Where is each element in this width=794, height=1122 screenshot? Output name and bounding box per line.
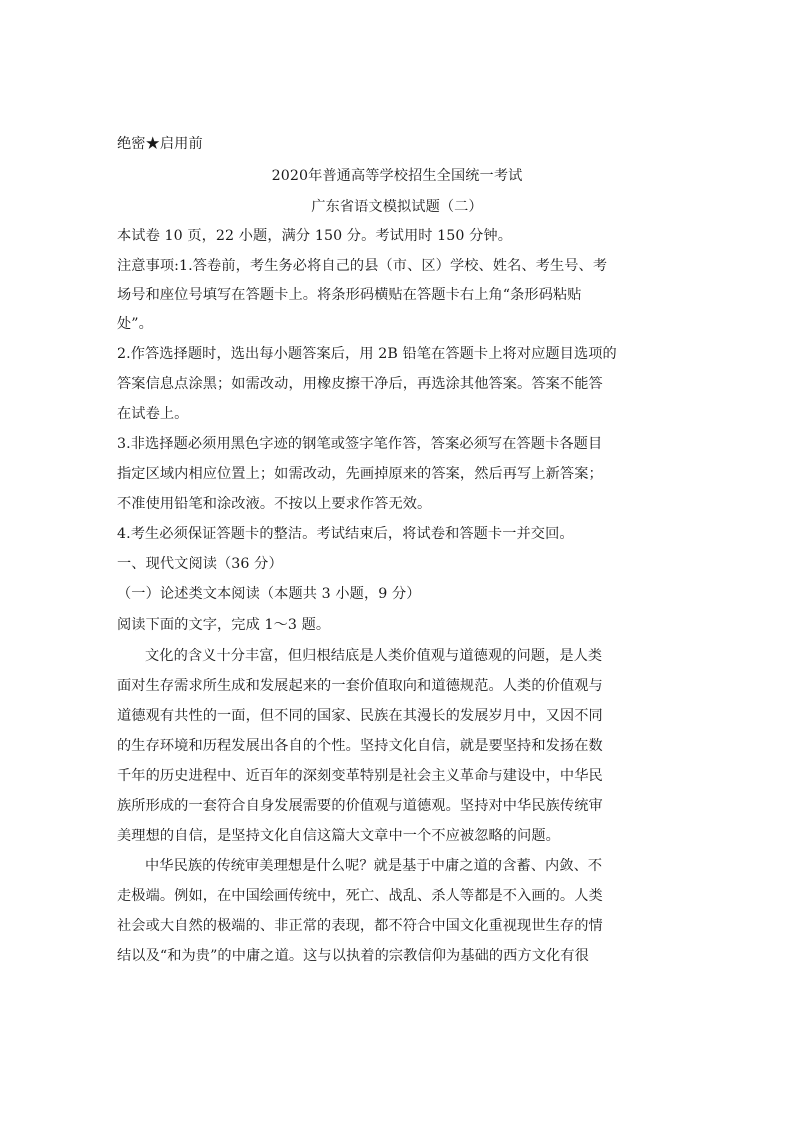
notice-line: 指定区域内相应位置上；如需改动，先画掉原来的答案，然后再写上新答案；	[117, 466, 603, 482]
passage-line: 走极端。例如，在中国绘画传统中，死亡、战乱、杀人等都是不入画的。人类	[117, 888, 603, 904]
passage-paragraph-2	[117, 851, 677, 971]
section-subtitle: （一）论述类文本阅读（本题共 3 小题，9 分）	[117, 586, 421, 602]
notice-line: 2.作答选择题时，选出每小题答案后，用 2B 铅笔在答题卡上将对应题目选项的	[117, 346, 617, 362]
exam-subtitle: 广东省语文模拟试题（二）	[311, 199, 483, 215]
notice-item-3	[117, 429, 677, 519]
notice-line: 处”。	[117, 316, 153, 332]
passage-line: 文化的含义十分丰富，但归根结底是人类价值观与道德观的问题，是人类	[145, 648, 603, 664]
passage-line: 中华民族的传统审美理想是什么呢？就是基于中庸之道的含蓄、内敛、不	[145, 858, 603, 874]
reading-instruction: 阅读下面的文字，完成 1～3 题。	[117, 617, 331, 633]
notice-line: 在试卷上。	[117, 406, 189, 422]
notice-line: 答案信息点涂黑；如需改动，用橡皮擦干净后，再选涂其他答案。答案不能答	[117, 376, 603, 392]
notice-line: 不准使用铅笔和涂改液。不按以上要求作答无效。	[117, 496, 432, 512]
passage-line: 结以及“和为贵”的中庸之道。这与以执着的宗教信仰为基础的西方文化有很	[117, 948, 589, 964]
passage-line: 社会或大自然的极端的、非正常的表现，都不符合中国文化重视现世生存的情	[117, 918, 603, 934]
passage-line: 道德观有共性的一面，但不同的国家、民族在其漫长的发展岁月中，又因不同	[117, 708, 603, 724]
passage-line: 族所形成的一套符合自身发展需要的价值观与道德观。坚持对中华民族传统审	[117, 798, 603, 814]
exam-summary: 本试卷 10 页，22 小题，满分 150 分。考试用时 150 分钟。	[117, 228, 512, 244]
passage-paragraph-1	[117, 641, 677, 851]
passage-line: 的生存环境和历程发展出各自的个性。坚持文化自信，就是要坚持和发扬在数	[117, 738, 603, 754]
passage-line: 美理想的自信，是坚持文化自信这篇大文章中一个不应被忽略的问题。	[117, 828, 560, 844]
exam-page	[117, 128, 677, 971]
passage-line: 千年的历史进程中、近百年的深刻变革特别是社会主义革命与建设中，中华民	[117, 768, 603, 784]
notice-item-1	[117, 251, 677, 339]
notice-item-2	[117, 339, 677, 429]
exam-title: 2020年普通高等学校招生全国统一考试	[271, 168, 523, 184]
notice-item-4: 4.考生必须保证答题卡的整洁。考试结束后，将试卷和答题卡一并交回。	[117, 526, 574, 542]
notice-line: 场号和座位号填写在答题卡上。将条形码横贴在答题卡右上角“条形码粘贴	[117, 287, 582, 303]
notice-line: 注意事项:1.答卷前，考生务必将自己的县（市、区）学校、姓名、考生号、考	[117, 258, 608, 274]
passage-line: 面对生存需求所生成和发展起来的一套价值取向和道德规范。人类的价值观与	[117, 678, 603, 694]
section-title: 一、现代文阅读（36 分）	[117, 556, 283, 572]
notice-line: 3.非选择题必须用黑色字迹的钢笔或签字笔作答，答案必须写在答题卡各题目	[117, 436, 603, 452]
confidential-label: 绝密★启用前	[117, 136, 203, 152]
